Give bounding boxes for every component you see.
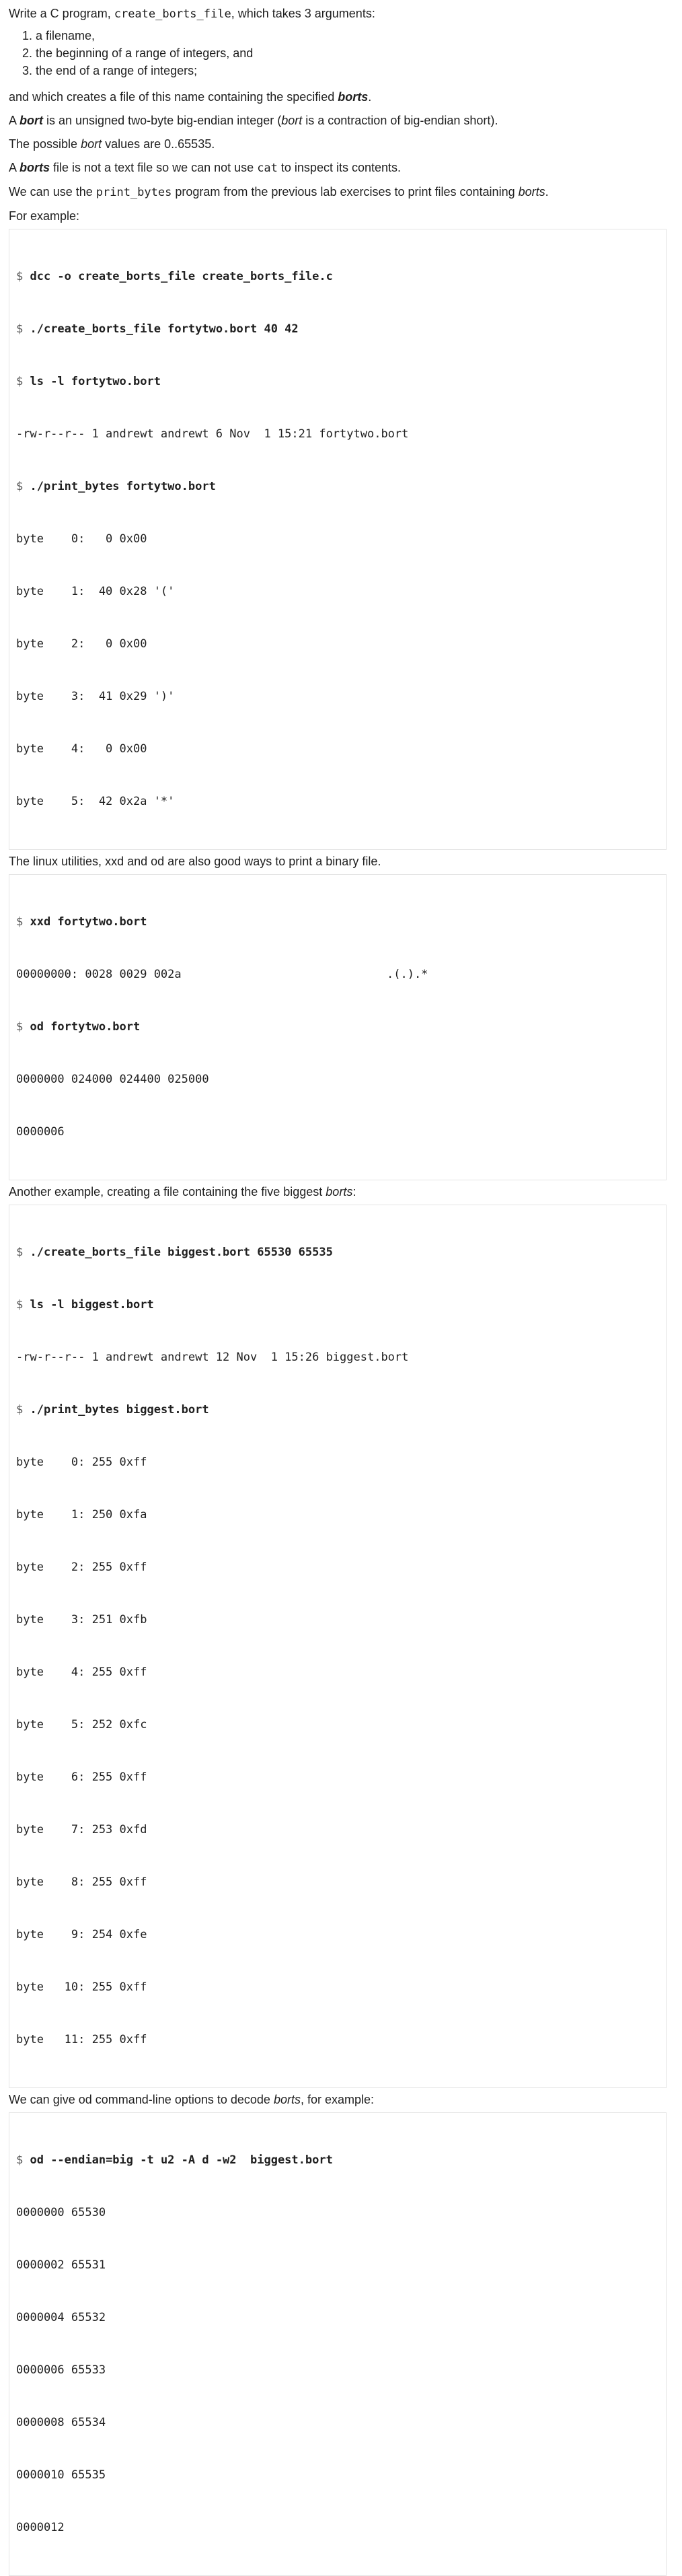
argument-item-3: 3. the end of a range of integers; (36, 62, 666, 79)
term-borts-italic: borts (273, 2093, 301, 2106)
term-borts-italic: borts (518, 185, 545, 199)
code-line (16, 1401, 659, 1419)
text: , for example: (300, 2093, 375, 2106)
text: Another example, creating a file containing the five biggest (9, 1185, 326, 1198)
text: We can give (9, 2093, 79, 2106)
term-bort: bort (20, 114, 44, 127)
program-name-code: create_borts_file (114, 7, 231, 21)
command: xxd fortytwo.bort (30, 915, 147, 929)
command: ./create_borts_file biggest.bort 65530 65535 (30, 1246, 333, 1259)
prompt: $ (16, 1298, 30, 1312)
output-line: byte 9: 254 0xfe (16, 1928, 147, 1941)
code-block-fortytwo (9, 229, 667, 850)
linux-utilities-paragraph (9, 854, 666, 869)
output-line: 0000000 65530 (16, 2206, 106, 2219)
output-line: 0000000 024000 024400 025000 (16, 1073, 209, 1086)
text: values are 0..65535. (102, 137, 215, 151)
output-line: 0000002 65531 (16, 2258, 106, 2272)
output-line: byte 0: 255 0xff (16, 1456, 147, 1469)
text: program from the previous lab exercises to print files containing (172, 185, 519, 199)
term-bort-italic: bort (281, 114, 303, 127)
prompt: $ (16, 1020, 30, 1034)
output-line: -rw-r--r-- 1 andrewt andrewt 12 Nov 1 15:26 biggest.bort (16, 1351, 409, 1364)
prompt: $ (16, 915, 30, 929)
arguments-list (9, 27, 666, 79)
text: file is not a text file so we can not use (50, 161, 258, 174)
print-bytes-code: print_bytes (96, 186, 172, 199)
command: ./print_bytes biggest.bort (30, 1403, 209, 1417)
xxd-hex: 00000000: 0028 0029 002a (16, 968, 182, 981)
argument-item-2: 2. the beginning of a range of integers, and (36, 44, 666, 62)
term-borts-italic: borts (326, 1185, 353, 1198)
output-line: 0000010 65535 (16, 2468, 106, 2482)
text: and which creates a file of this name containing the specified (9, 90, 338, 104)
text: We can use the (9, 185, 96, 199)
term-bort-italic: bort (81, 137, 102, 151)
code-line (16, 913, 659, 931)
text: is a contraction of big-endian short). (302, 114, 498, 127)
prompt: $ (16, 1246, 30, 1259)
output-line: 0000008 65534 (16, 2416, 106, 2429)
intro-text-2: , which takes 3 arguments: (231, 7, 375, 20)
output-line: byte 0: 0 0x00 (16, 532, 147, 546)
xxd-name: xxd (105, 855, 124, 868)
code-block-xxd-od (9, 874, 667, 1180)
creates-file-paragraph (9, 90, 666, 104)
output-line: byte 1: 40 0x28 '(' (16, 585, 175, 598)
intro-text-1: Write a C program, (9, 7, 114, 20)
code-block-biggest (9, 1205, 667, 2088)
argument-item-1: 1. a filename, (36, 27, 666, 44)
output-line: byte 10: 255 0xff (16, 1980, 147, 1994)
code-line (16, 268, 659, 285)
prompt: $ (16, 375, 30, 388)
text: : (352, 1185, 356, 1198)
command: ls -l fortytwo.bort (30, 375, 161, 388)
intro-paragraph (9, 6, 666, 22)
term-borts: borts (338, 90, 369, 104)
od-name: od (78, 2093, 92, 2106)
output-line: byte 4: 0 0x00 (16, 742, 147, 756)
code-line (16, 1018, 659, 1036)
output-line: byte 1: 250 0xfa (16, 1508, 147, 1522)
output-line: byte 7: 253 0xfd (16, 1823, 147, 1836)
text: . (545, 185, 549, 199)
output-line: byte 5: 252 0xfc (16, 1718, 147, 1731)
xxd-output-line (16, 966, 659, 983)
output-line: byte 6: 255 0xff (16, 1770, 147, 1784)
another-example-paragraph (9, 1184, 666, 1199)
text: are also good ways to print a binary file. (164, 855, 381, 868)
code-block-od-decode (9, 2112, 667, 2576)
not-text-file-paragraph (9, 160, 666, 176)
bort-values-paragraph (9, 137, 666, 151)
cat-code: cat (257, 162, 278, 175)
text: to inspect its contents. (277, 161, 401, 174)
code-line (16, 1244, 659, 1261)
code-line (16, 478, 659, 495)
command: dcc -o create_borts_file create_borts_file.c (30, 270, 333, 283)
bort-definition-paragraph (9, 113, 666, 128)
prompt: $ (16, 2153, 30, 2167)
command: ls -l biggest.bort (30, 1298, 154, 1312)
text: The possible (9, 137, 81, 151)
output-line: -rw-r--r-- 1 andrewt andrewt 6 Nov 1 15:21 fortytwo.bort (16, 427, 409, 441)
od-name: od (151, 855, 165, 868)
output-line: byte 3: 41 0x29 ')' (16, 690, 175, 703)
prompt: $ (16, 1403, 30, 1417)
output-line: byte 8: 255 0xff (16, 1875, 147, 1889)
prompt: $ (16, 322, 30, 336)
for-example-paragraph: For example: (9, 209, 80, 223)
print-bytes-paragraph (9, 184, 666, 200)
output-line: 0000004 65532 (16, 2311, 106, 2324)
text: The linux utilities, (9, 855, 106, 868)
od-options-paragraph (9, 2092, 666, 2107)
output-line: byte 11: 255 0xff (16, 2033, 147, 2046)
code-line (16, 320, 659, 338)
text: command-line options to decode (91, 2093, 274, 2106)
code-line (16, 2151, 659, 2169)
output-line: byte 2: 0 0x00 (16, 637, 147, 651)
prompt: $ (16, 270, 30, 283)
output-line: 0000006 (16, 1125, 65, 1139)
code-line (16, 373, 659, 390)
output-line: 0000006 65533 (16, 2363, 106, 2377)
command: ./create_borts_file fortytwo.bort 40 42 (30, 322, 299, 336)
xxd-ascii: .(.).* (387, 968, 428, 981)
prompt: $ (16, 480, 30, 493)
text: A (9, 114, 20, 127)
term-borts: borts (20, 161, 50, 174)
text: is an unsigned two-byte big-endian integer ( (43, 114, 282, 127)
command: ./print_bytes fortytwo.bort (30, 480, 216, 493)
output-line: 0000012 (16, 2521, 65, 2534)
command: od --endian=big -t u2 -A d -w2 biggest.bort (30, 2153, 333, 2167)
output-line: byte 2: 255 0xff (16, 1561, 147, 1574)
output-line: byte 5: 42 0x2a '*' (16, 795, 175, 808)
code-line (16, 1296, 659, 1314)
text: and (124, 855, 151, 868)
text: A (9, 161, 20, 174)
command: od fortytwo.bort (30, 1020, 141, 1034)
text: . (368, 90, 372, 104)
output-line: byte 3: 251 0xfb (16, 1613, 147, 1626)
output-line: byte 4: 255 0xff (16, 1666, 147, 1679)
